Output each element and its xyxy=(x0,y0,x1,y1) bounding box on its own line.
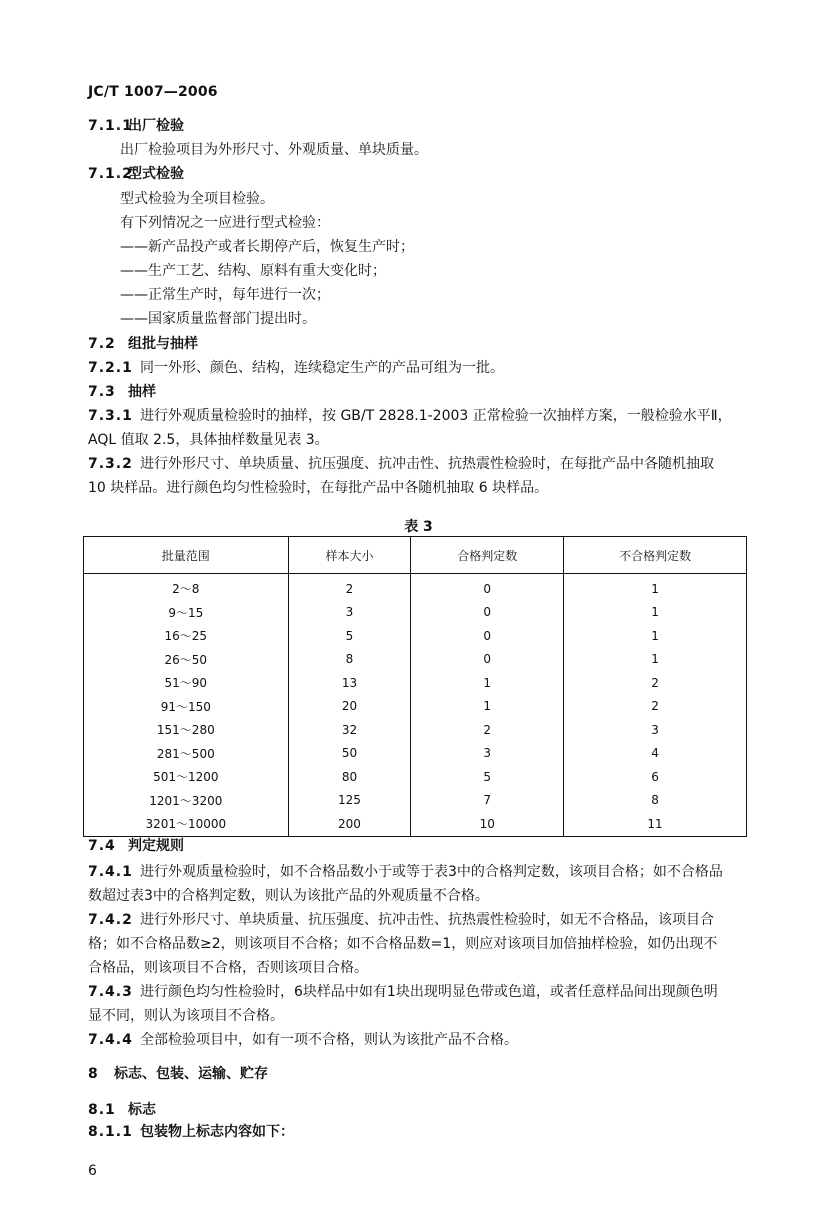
section-number: 7.4 xyxy=(88,838,116,854)
table-cell: 3 xyxy=(288,601,411,625)
section-8-heading xyxy=(88,1064,268,1084)
table-row xyxy=(84,789,747,813)
section-number: 7.3.2 xyxy=(88,456,133,472)
section-number: 7.4.2 xyxy=(88,912,133,928)
table-cell: 9～15 xyxy=(84,601,289,625)
table-cell: 26～50 xyxy=(84,648,289,672)
section-title: 出厂检验 xyxy=(128,118,184,134)
table-cell: 50 xyxy=(288,742,411,766)
paragraph-line: 全部检验项目中，如有一项不合格，则认为该批产品不合格。 xyxy=(140,1032,518,1048)
paragraph-line: 进行外观质量检验时，如不合格品数小于或等于表3中的合格判定数，该项目合格；如不合格品 xyxy=(140,864,723,880)
section-number: 7.1.2 xyxy=(88,166,133,182)
paragraph: 型式检验为全项目检验。 xyxy=(120,191,274,207)
section-7-1-1-heading xyxy=(88,116,184,136)
table-cell: 32 xyxy=(288,718,411,742)
section-7-4-heading xyxy=(88,836,184,856)
table-cell: 0 xyxy=(411,601,564,625)
section-7-4-4 xyxy=(88,1030,518,1050)
table-cell: 0 xyxy=(411,624,564,648)
table-cell: 6 xyxy=(564,765,747,789)
table-cell: 91～150 xyxy=(84,695,289,719)
table-row xyxy=(84,742,747,766)
section-7-1-2-heading xyxy=(88,164,184,184)
table-cell: 2 xyxy=(564,671,747,695)
table-cell: 2 xyxy=(411,718,564,742)
table-row xyxy=(84,812,747,836)
table-row xyxy=(84,718,747,742)
paragraph-line: 进行颜色均匀性检验时，6块样品中如有1块出现明显色带或色道，或者任意样品间出现颜色明 xyxy=(140,984,718,1000)
page-number: 6 xyxy=(88,1163,97,1179)
section-number: 7.2.1 xyxy=(88,360,133,376)
section-title: 标志 xyxy=(128,1102,156,1118)
table-row xyxy=(84,648,747,672)
table-cell: 20 xyxy=(288,695,411,719)
table-cell: 3201～10000 xyxy=(84,812,289,836)
table-cell: 5 xyxy=(288,624,411,648)
table-cell: 0 xyxy=(411,574,564,601)
section-number: 7.1.1 xyxy=(88,118,133,134)
section-7-3-2 xyxy=(88,454,714,474)
table-cell: 1201～3200 xyxy=(84,789,289,813)
section-title: 型式检验 xyxy=(128,166,184,182)
table-header-row xyxy=(84,537,747,574)
table-cell: 1 xyxy=(564,574,747,601)
section-number: 8.1.1 xyxy=(88,1124,133,1140)
paragraph: 同一外形、颜色、结构，连续稳定生产的产品可组为一批。 xyxy=(140,360,504,376)
paragraph-line: 合格品，则该项目不合格，否则该项目合格。 xyxy=(88,960,368,976)
paragraph-line: 显不同，则认为该项目不合格。 xyxy=(88,1008,284,1024)
table-cell: 1 xyxy=(411,695,564,719)
table-cell: 7 xyxy=(411,789,564,813)
table-cell: 281～500 xyxy=(84,742,289,766)
paragraph: 有下列情况之一应进行型式检验： xyxy=(120,215,330,231)
table-cell: 3 xyxy=(564,718,747,742)
paragraph-line: 格；如不合格品数≥2，则该项目不合格；如不合格品数=1，则应对该项目加倍抽样检验，如仍出现不 xyxy=(88,936,718,952)
table-cell: 11 xyxy=(564,812,747,836)
sampling-table xyxy=(83,536,747,837)
section-7-4-1 xyxy=(88,862,723,882)
section-title: 判定规则 xyxy=(128,838,184,854)
section-number: 7.3 xyxy=(88,384,116,400)
table-cell: 2 xyxy=(564,695,747,719)
paragraph-line: 进行外形尺寸、单块质量、抗压强度、抗冲击性、抗热震性检验时，在每批产品中各随机抽取 xyxy=(140,456,714,472)
section-7-2-1 xyxy=(88,358,504,378)
column-header: 批量范围 xyxy=(84,537,289,574)
table-cell: 13 xyxy=(288,671,411,695)
table-cell: 151～280 xyxy=(84,718,289,742)
section-number: 7.3.1 xyxy=(88,408,133,424)
table-cell: 8 xyxy=(288,648,411,672)
section-8-1-heading xyxy=(88,1100,156,1120)
column-header: 不合格判定数 xyxy=(564,537,747,574)
section-7-2-heading xyxy=(88,334,198,354)
table-row xyxy=(84,574,747,601)
table-cell: 1 xyxy=(564,624,747,648)
paragraph-line: 数超过表3中的合格判定数，则认为该批产品的外观质量不合格。 xyxy=(88,888,489,904)
table-cell: 51～90 xyxy=(84,671,289,695)
section-title: 组批与抽样 xyxy=(128,336,198,352)
paragraph: 出厂检验项目为外形尺寸、外观质量、单块质量。 xyxy=(120,142,428,158)
column-header: 合格判定数 xyxy=(411,537,564,574)
section-title: 标志、包装、运输、贮存 xyxy=(114,1066,268,1082)
table-cell: 125 xyxy=(288,789,411,813)
table-cell: 501～1200 xyxy=(84,765,289,789)
paragraph-line: 10 块样品。进行颜色均匀性检验时，在每批产品中各随机抽取 6 块样品。 xyxy=(88,480,549,496)
section-number: 8.1 xyxy=(88,1102,116,1118)
paragraph: 包装物上标志内容如下： xyxy=(140,1124,294,1140)
section-number: 8 xyxy=(88,1066,99,1082)
table-cell: 1 xyxy=(564,601,747,625)
section-7-3-1 xyxy=(88,406,732,426)
section-number: 7.4.1 xyxy=(88,864,133,880)
section-number: 7.4.4 xyxy=(88,1032,133,1048)
table-row xyxy=(84,601,747,625)
table-cell: 3 xyxy=(411,742,564,766)
table-cell: 1 xyxy=(564,648,747,672)
section-number: 7.4.3 xyxy=(88,984,133,1000)
table-cell: 1 xyxy=(411,671,564,695)
table-cell: 10 xyxy=(411,812,564,836)
list-item: ——正常生产时，每年进行一次； xyxy=(120,287,330,303)
table-cell: 200 xyxy=(288,812,411,836)
table-caption: 表 3 xyxy=(404,519,433,535)
section-7-3-heading xyxy=(88,382,156,402)
paragraph-line: AQL 值取 2.5，具体抽样数量见表 3。 xyxy=(88,432,329,448)
standard-code-header: JC/T 1007—2006 xyxy=(88,84,218,100)
table-cell: 2～8 xyxy=(84,574,289,601)
paragraph-line: 进行外形尺寸、单块质量、抗压强度、抗冲击性、抗热震性检验时，如无不合格品，该项目合 xyxy=(140,912,714,928)
section-8-1-1 xyxy=(88,1122,294,1142)
column-header: 样本大小 xyxy=(288,537,411,574)
table-cell: 4 xyxy=(564,742,747,766)
table-cell: 16～25 xyxy=(84,624,289,648)
table-row xyxy=(84,624,747,648)
list-item: ——生产工艺、结构、原料有重大变化时； xyxy=(120,263,386,279)
table-body xyxy=(84,574,747,837)
list-item: ——国家质量监督部门提出时。 xyxy=(120,311,316,327)
table-cell: 5 xyxy=(411,765,564,789)
table-cell: 2 xyxy=(288,574,411,601)
section-7-4-2 xyxy=(88,910,714,930)
table-row xyxy=(84,695,747,719)
section-number: 7.2 xyxy=(88,336,116,352)
list-item: ——新产品投产或者长期停产后，恢复生产时； xyxy=(120,239,414,255)
section-title: 抽样 xyxy=(128,384,156,400)
table-cell: 80 xyxy=(288,765,411,789)
section-7-4-3 xyxy=(88,982,718,1002)
table-cell: 0 xyxy=(411,648,564,672)
table-row xyxy=(84,765,747,789)
table-cell: 8 xyxy=(564,789,747,813)
paragraph-line: 进行外观质量检验时的抽样，按 GB/T 2828.1-2003 正常检验一次抽样方案，一般检验水平Ⅱ， xyxy=(140,408,732,424)
table-row xyxy=(84,671,747,695)
